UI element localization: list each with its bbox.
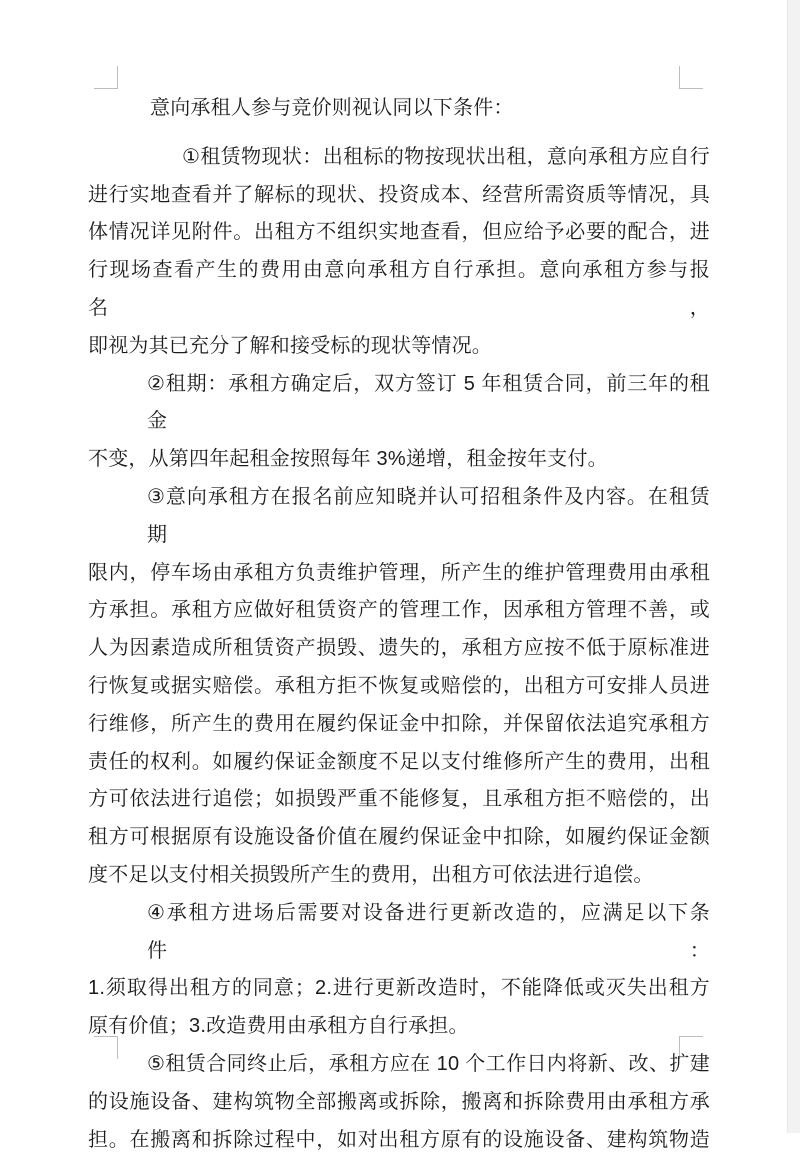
text-line: ②租期：承租方确定后，双方签订 5 年租赁合同，前三年的租金 — [147, 372, 710, 433]
text-line: 人为因素造成所租赁资产损毁、遗失的，承租方应按不低于原标准进 — [88, 637, 710, 660]
page-edge-strip — [787, 0, 800, 1133]
text-line: 1.须取得出租方的同意；2.进行更新改造时，不能降低或灭失出租方 — [88, 977, 710, 1000]
text-line: 意向承租人参与竞价则视认同以下条件： — [150, 97, 514, 119]
text-line: 行现场查看产生的费用由意向承租方自行承担。意向承租方参与报名， — [88, 259, 710, 319]
text-line: ③意向承租方在报名前应知晓并认可招租条件及内容。在租赁期 — [147, 485, 710, 546]
crop-mark-top-right-icon — [679, 66, 703, 89]
text-line: 不变，从第四年起租金按照每年 3%递增，租金按年支付。 — [88, 448, 608, 471]
crop-mark-top-left-icon — [94, 66, 118, 89]
text-line: ④承租方进场后需要对设备进行更新改造的，应满足以下条件： — [147, 901, 710, 962]
text-line: 度不足以支付相关损毁所产生的费用，出租方可依法进行追偿。 — [88, 863, 654, 886]
text-line: 方承担。承租方应做好租赁资产的管理工作，因承租方管理不善，或 — [88, 599, 710, 622]
document-body — [88, 90, 710, 1159]
text-line: 行维修，所产生的费用在履约保证金中扣除，并保留依法追究承租方 — [88, 712, 710, 735]
text-line: 进行实地查看并了解标的现状、投资成本、经营所需资质等情况，具 — [88, 183, 710, 206]
text-line: 即视为其已充分了解和接受标的现状等情况。 — [88, 334, 492, 357]
text-line: 原有价值；3.改造费用由承租方自行承担。 — [88, 1015, 469, 1038]
text-line: 责任的权利。如履约保证金额度不足以支付维修所产生的费用，出租 — [88, 750, 710, 773]
text-line: ①租赁物现状：出租标的物按现状出租，意向承租方应自行 — [182, 145, 710, 168]
text-line: 租方可根据原有设施设备价值在履约保证金中扣除，如履约保证金额 — [88, 826, 710, 849]
text-line: 行恢复或据实赔偿。承租方拒不恢复或赔偿的，出租方可安排人员进 — [88, 674, 710, 697]
text-line: 体情况详见附件。出租方不组织实地查看，但应给予必要的配合，进 — [88, 221, 710, 244]
text-line: 方可依法进行追偿；如损毁严重不能修复，且承租方拒不赔偿的，出 — [88, 788, 710, 811]
text-line: 的设施设备、建构筑物全部搬离或拆除，搬离和拆除费用由承租方承 — [88, 1090, 710, 1113]
text-line: ⑤租赁合同终止后，承租方应在 10 个工作日内将新、改、扩建 — [147, 1052, 710, 1075]
text-line: 限内，停车场由承租方负责维护管理，所产生的维护管理费用由承租 — [88, 561, 710, 584]
text-line: 担。在搬离和拆除过程中，如对出租方原有的设施设备、建构筑物造 — [88, 1128, 710, 1151]
